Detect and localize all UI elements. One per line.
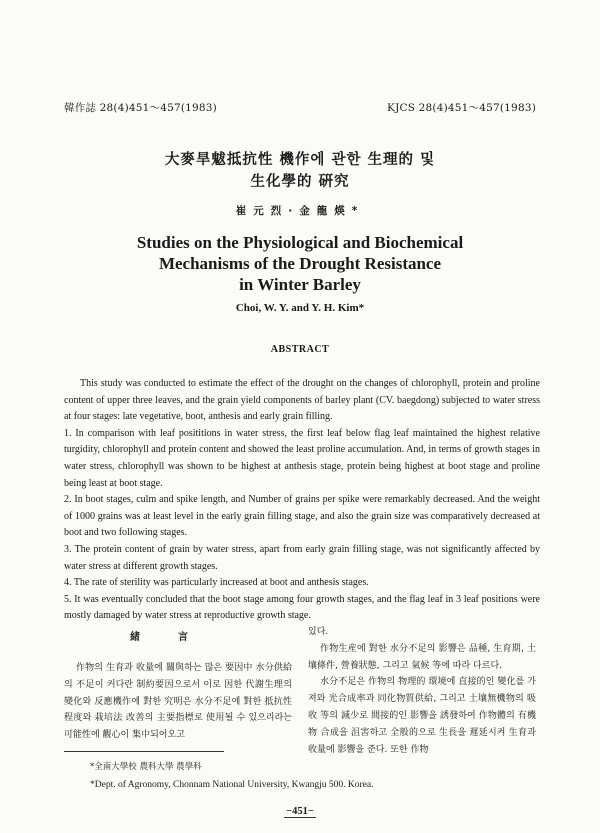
journal-citation-korean: 韓作誌 28(4)451〜457(1983) xyxy=(64,102,217,114)
korean-title-line-1: 大麥旱魃抵抗性 機作에 관한 生理的 및 xyxy=(164,152,436,168)
abstract-heading: ABSTRACT xyxy=(270,344,330,355)
left-column-paragraph: 作物의 生育과 收量에 關與하는 많은 要因中 水分供給의 不足이 커다란 制約要因으로서 이로 因한 代謝生理의 變化와 反應機作에 對한 究明은 水分不足에 對한 抵抗性程度와 栽培法 改善의 主要指標로 使用될 수 있으리라는 可能性에 觀心이 集中되어오고 xyxy=(64,663,292,741)
footnote-english: *Dept. of Agronomy, Chonnam National University, Kwangju 500. Korea. xyxy=(90,780,374,790)
footnote-divider xyxy=(64,751,224,752)
abstract-item-1: 1. In comparison with leaf posititions in water stress, the first leaf below flag leaf maintained the highest relative turgidity, chlorophyll and protein content and showed the least proline accumulation. And, in terms of growth stages in water stress, chlorophyll was shown to be highest at anthesis stage, protein being highest at boot stage and proline being least at boot stage. xyxy=(64,427,540,489)
right-column-text xyxy=(308,624,536,758)
abstract-intro: This study was conducted to estimate the effect of the drought on the changes of chlorophyll, protein and proline content of upper three leaves, and the grain yield components of barley plant (CV. baegdong) subjected to water stress at four stages: late vegetative, boot, anthesis and early grain filling. xyxy=(64,378,540,423)
introduction-heading: 緒言 xyxy=(130,632,226,643)
korean-authors: 崔元烈·金龍煐* xyxy=(235,205,365,217)
page-number-text: −451− xyxy=(286,806,314,817)
abstract-body xyxy=(64,376,540,625)
english-title-line-3: in Winter Barley xyxy=(239,275,361,294)
journal-citation-english: KJCS 28(4)451〜457(1983) xyxy=(387,102,536,114)
right-column-continuation: 있다. xyxy=(308,627,329,637)
abstract-item-3: 3. The protein content of grain by water stress, apart from early grain filling stage, was not significantly affected by water stress at different growth stages. xyxy=(64,543,540,572)
left-column-text xyxy=(64,660,292,744)
right-column-paragraph-1: 作物生産에 對한 水分不足의 影響은 品種, 生育期, 土壤條件, 營養狀態, 그리고 氣候 等에 따라 다르다. xyxy=(308,643,536,671)
right-column-paragraph-2: 水分不足은 作物의 物理的 環境에 直接的인 變化를 가져와 光合成率과 同化物質供給, 그리고 土壤無機物의 吸收 等의 減少로 間接的인 影響을 誘發하여 作物體의 有機物 合成을 沮害하고 全般的으로 生長을 遲延시켜 生育과 收量에 影響을 준다. 또한 作物 xyxy=(308,677,536,755)
abstract-item-4: 4. The rate of sterility was particularly increased at boot and anthesis stages. xyxy=(64,577,369,589)
korean-title-line-2: 生化學的 硏究 xyxy=(250,174,350,190)
abstract-item-2: 2. In boot stages, culm and spike length, and Number of grains per spike were remarkably decreased. And the weight of 1000 grains was at least level in the early grain filling stage, and also the grain size was comparatively decreased at boot and two following stages. xyxy=(64,494,540,539)
page-number xyxy=(0,806,600,817)
english-title-line-1: Studies on the Physiological and Biochemical xyxy=(136,233,464,252)
english-authors: Choi, W. Y. and Y. H. Kim* xyxy=(235,302,365,314)
abstract-item-5: 5. It was eventually concluded that the boot stage among four growth stages, and the flag leaf in 3 leaf positions were mostly damaged by water stress at reproductive growth stage. xyxy=(64,593,540,622)
english-title-line-2: Mechanisms of the Drought Resistance xyxy=(158,254,442,273)
footnote-korean: *全南大學校 農科大學 農學科 xyxy=(90,762,202,772)
